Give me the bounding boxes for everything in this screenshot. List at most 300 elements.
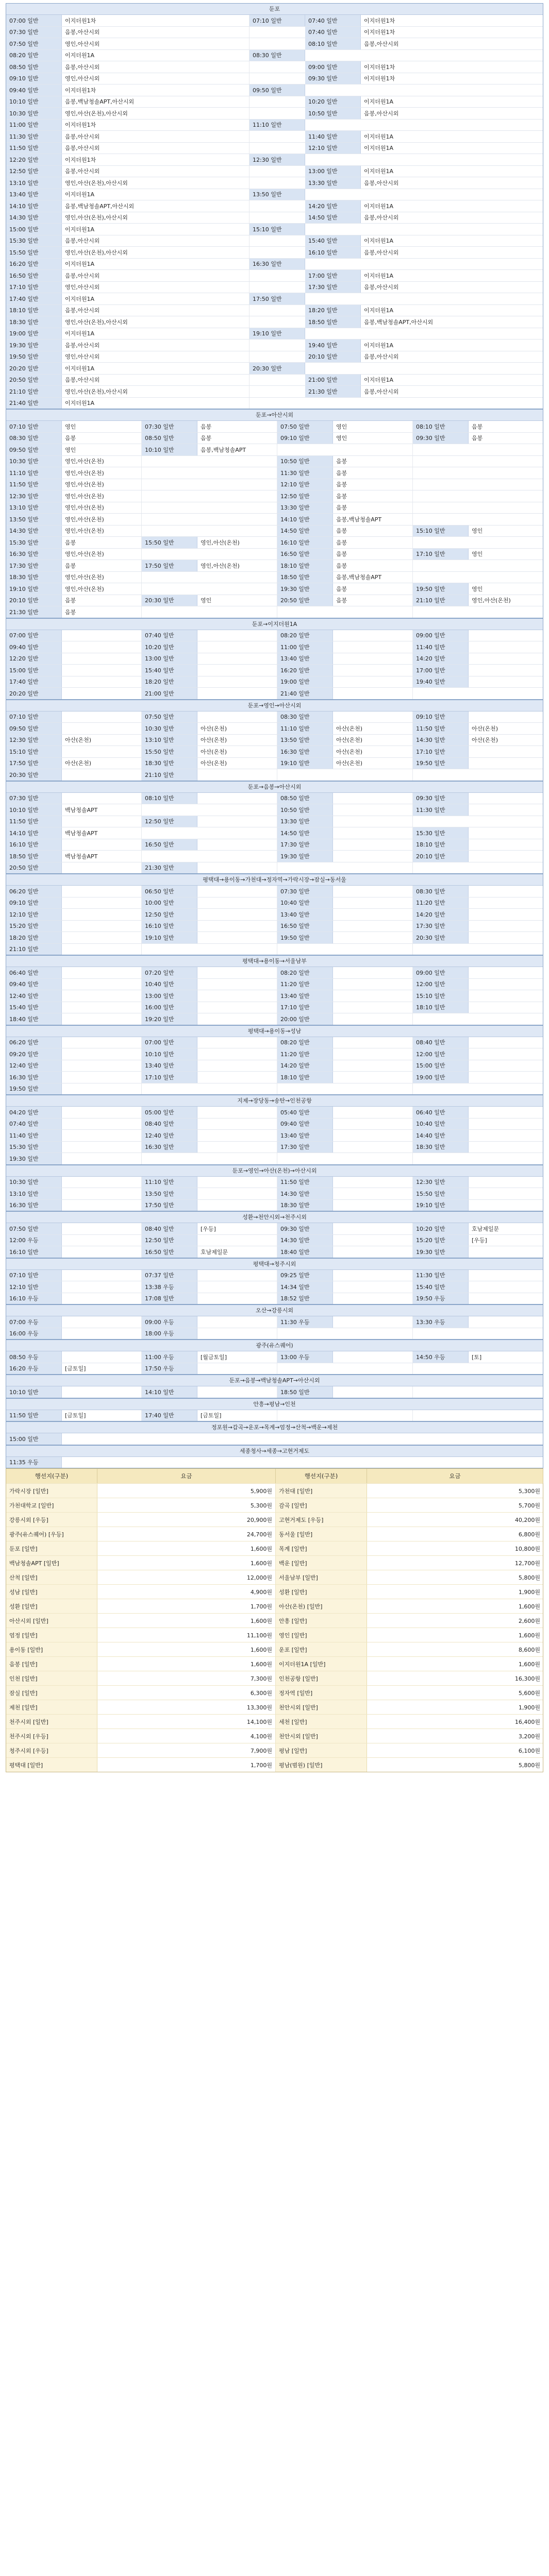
departure-time	[305, 189, 361, 200]
route-via	[62, 816, 142, 827]
schedule-row	[6, 363, 543, 375]
departure-time: 20:20 일반	[6, 363, 62, 374]
schedule-row	[6, 456, 543, 468]
route-via	[197, 467, 277, 479]
route-via	[469, 1270, 543, 1281]
route-via	[62, 979, 142, 990]
fare-header-price1: 요금	[97, 1469, 276, 1483]
schedule-row	[6, 711, 543, 723]
fare-price: 14,100원	[97, 1715, 276, 1728]
departure-time: 07:00 일반	[6, 630, 62, 641]
route-via	[62, 1118, 142, 1130]
fare-price: 1,900원	[518, 1704, 540, 1711]
route-via	[333, 1177, 413, 1188]
route-section	[6, 1375, 543, 1398]
route-via	[469, 886, 543, 897]
departure-time	[249, 398, 305, 409]
fare-price: 1,600원	[97, 1657, 276, 1671]
route-via: [금토일]	[62, 1410, 142, 1421]
fare-destination: 감곡 [일반]	[276, 1498, 367, 1512]
route-via	[62, 1083, 142, 1095]
fare-price: 1,600원	[97, 1614, 276, 1628]
route-title: 오산→강릉시외	[6, 1305, 543, 1316]
route-via	[197, 839, 277, 851]
departure-time	[413, 606, 469, 618]
route-section	[6, 1445, 543, 1469]
route-via	[197, 665, 277, 676]
route-section	[6, 874, 543, 955]
fare-row	[6, 1656, 543, 1671]
route-via	[333, 1188, 413, 1199]
route-via	[62, 886, 142, 897]
route-via	[469, 909, 543, 920]
departure-time: 21:00 일반	[142, 688, 197, 699]
fare-destination: 가천대학교 [일반]	[6, 1498, 97, 1512]
route-title: 성환→천안시외→천주시외	[6, 1212, 543, 1223]
route-via	[469, 1410, 543, 1421]
route-via	[361, 224, 543, 235]
fare-price: 4,900원	[97, 1585, 276, 1599]
fare-rows	[6, 1483, 543, 1772]
departure-time: 07:00 우등	[6, 1316, 62, 1328]
route-via: 음봉	[333, 537, 413, 548]
route-via: 음봉,아산시외	[364, 214, 399, 222]
route-via: 영인	[197, 595, 277, 606]
departure-time	[142, 606, 197, 618]
fare-destination: 제천 [일반]	[6, 1700, 97, 1714]
departure-time: 20:00 일반	[277, 1013, 333, 1025]
schedule-row	[6, 386, 543, 398]
fare-row	[6, 1628, 543, 1642]
route-via	[361, 328, 543, 340]
departure-time: 12:50 일반	[142, 1235, 197, 1246]
route-via	[333, 1410, 413, 1421]
fare-destination: 강릉시외 [우등]	[6, 1513, 97, 1527]
route-via: 백남청솔APT	[62, 827, 142, 839]
fare-price: 5,300원	[97, 1498, 276, 1512]
route-via	[197, 479, 277, 490]
departure-time: 20:10 일반	[305, 351, 361, 363]
departure-time	[142, 1083, 197, 1095]
route-via	[197, 979, 277, 990]
schedule-row	[6, 467, 543, 479]
departure-time: 19:10 일반	[277, 758, 333, 769]
route-via: 영인,아산시외	[62, 73, 249, 84]
departure-time: 13:40 일반	[142, 1060, 197, 1072]
route-via: 이지더원1차	[364, 63, 395, 71]
route-via	[469, 1316, 543, 1328]
route-via: 음봉,아산시외	[364, 249, 399, 256]
route-via	[62, 990, 142, 1002]
departure-time: 11:30 일반	[6, 131, 62, 142]
route-via	[469, 979, 543, 990]
departure-time: 15:00 일반	[413, 1060, 469, 1072]
schedule-row	[6, 61, 543, 73]
departure-time: 05:40 일반	[277, 1107, 333, 1118]
route-via	[197, 688, 277, 699]
schedule-row	[6, 746, 543, 758]
departure-time: 19:10 일반	[142, 932, 197, 943]
departure-time: 07:10 일반	[6, 421, 62, 432]
departure-time: 21:30 일반	[305, 386, 361, 397]
departure-time	[249, 235, 305, 247]
fare-destination: 안흥 [일반]	[276, 1614, 367, 1628]
departure-time: 12:10 일반	[277, 479, 333, 490]
route-via	[333, 1281, 413, 1293]
route-via: 아산(온천)	[472, 737, 498, 744]
departure-time: 14:30 일반	[6, 212, 62, 224]
departure-time: 17:30 일반	[305, 282, 361, 293]
fare-destination: 서울남부 [일반]	[276, 1570, 367, 1584]
route-via	[361, 154, 543, 165]
route-via: 음봉	[197, 421, 277, 432]
departure-time: 11:40 일반	[6, 1130, 62, 1141]
route-via: 음봉,아산시외	[62, 305, 249, 316]
departure-time: 13:40 일반	[277, 990, 333, 1002]
fare-price: 3,200원	[518, 1733, 540, 1740]
fare-price: 24,700원	[97, 1527, 276, 1541]
departure-time: 09:00 일반	[305, 61, 361, 73]
route-via	[197, 1270, 277, 1281]
route-via	[333, 932, 413, 943]
schedule-row	[6, 328, 543, 340]
departure-time: 21:40 일반	[6, 398, 62, 409]
route-via	[333, 1060, 413, 1072]
route-via: 영인,아산(온천)	[62, 479, 142, 490]
departure-time: 05:00 일반	[142, 1107, 197, 1118]
departure-time: 15:00 일반	[6, 224, 62, 235]
route-via	[62, 1188, 142, 1199]
departure-time: 11:35 우등	[6, 1457, 62, 1468]
departure-time: 10:40 일반	[277, 897, 333, 909]
fare-price: 1,700원	[97, 1758, 276, 1772]
departure-time: 14:10 일반	[6, 827, 62, 839]
route-via	[62, 653, 142, 665]
route-via	[469, 1177, 543, 1188]
schedule-row	[6, 769, 543, 781]
route-via: 음봉	[62, 537, 142, 548]
route-via: 음봉	[333, 549, 413, 560]
fare-price: 1,600원	[518, 1660, 540, 1668]
route-via	[469, 711, 543, 723]
route-via	[62, 1177, 142, 1188]
fare-row	[6, 1584, 543, 1599]
schedule-row	[6, 572, 543, 584]
schedule-row	[6, 1316, 543, 1328]
departure-time: 18:30 일반	[6, 316, 62, 328]
route-via	[469, 1188, 543, 1199]
route-via	[62, 1048, 142, 1060]
schedule-row	[6, 1246, 543, 1258]
departure-time: 21:10 일반	[142, 769, 197, 781]
fare-price: 13,300원	[97, 1700, 276, 1714]
route-via	[197, 851, 277, 862]
departure-time: 09:30 일반	[413, 433, 469, 444]
route-via	[333, 1153, 413, 1164]
route-via: 이지더원1차	[62, 120, 249, 131]
route-via	[197, 1188, 277, 1199]
route-via	[469, 1083, 543, 1095]
route-via	[197, 1037, 277, 1048]
route-via: 아산(온천)	[333, 758, 413, 769]
route-via: 음봉	[333, 456, 413, 467]
departure-time: 12:30 일반	[249, 154, 305, 165]
fare-price: 16,400원	[514, 1718, 540, 1725]
departure-time: 20:30 일반	[249, 363, 305, 374]
departure-time: 14:10 일반	[6, 200, 62, 212]
route-via	[469, 921, 543, 932]
route-via	[361, 84, 543, 96]
departure-time: 09:00 일반	[413, 630, 469, 641]
route-via	[62, 967, 142, 978]
departure-time: 11:10 일반	[249, 120, 305, 131]
departure-time: 07:50 일반	[6, 38, 62, 49]
departure-time	[305, 50, 361, 61]
fare-row	[6, 1613, 543, 1628]
route-via	[62, 1457, 543, 1468]
departure-time: 14:20 일반	[305, 200, 361, 212]
route-via	[197, 583, 277, 595]
route-via: 영인	[62, 444, 142, 455]
route-via	[469, 1107, 543, 1118]
departure-time: 19:30 일반	[6, 340, 62, 351]
departure-time: 11:50 일반	[6, 143, 62, 154]
schedule-row	[6, 909, 543, 921]
route-via: 호남제일문	[472, 1225, 500, 1232]
route-via	[62, 909, 142, 920]
departure-time: 09:30 일반	[305, 73, 361, 84]
departure-time	[413, 572, 469, 583]
departure-time: 09:00 우등	[142, 1316, 197, 1328]
route-via: 이지더원1차	[62, 15, 249, 26]
departure-time: 18:00 우등	[142, 1328, 197, 1340]
route-via	[62, 921, 142, 932]
route-via	[197, 793, 277, 804]
route-via: 이지더원1차	[364, 29, 395, 36]
route-via	[333, 606, 413, 618]
departure-time: 19:30 일반	[6, 1153, 62, 1164]
route-via	[333, 1246, 413, 1258]
route-via	[62, 746, 142, 757]
departure-time	[249, 177, 305, 189]
route-title: 평택대→용이동→성남	[6, 1026, 543, 1037]
fare-destination: 천주시외 [우등]	[6, 1729, 97, 1743]
departure-time: 07:37 일반	[142, 1270, 197, 1281]
schedule-row	[6, 84, 543, 96]
route-via	[361, 398, 543, 409]
departure-time: 14:10 일반	[142, 1386, 197, 1398]
departure-time: 16:00 우등	[6, 1328, 62, 1340]
departure-time: 13:50 일반	[249, 189, 305, 200]
departure-time: 17:40 일반	[6, 293, 62, 304]
route-via	[469, 456, 543, 467]
route-title: 둔포→음봉→아산시외	[6, 782, 543, 793]
departure-time: 08:10 일반	[413, 421, 469, 432]
departure-time: 19:40 일반	[413, 676, 469, 688]
departure-time: 19:50 일반	[413, 758, 469, 769]
route-via: 영인	[333, 421, 413, 432]
departure-time: 11:40 일반	[305, 131, 361, 142]
departure-time: 07:40 일반	[305, 15, 361, 26]
route-via	[197, 769, 277, 781]
departure-time: 18:10 일반	[413, 839, 469, 851]
departure-time: 07:50 일반	[142, 711, 197, 723]
departure-time	[142, 479, 197, 490]
route-via	[333, 862, 413, 874]
departure-time: 17:50 일반	[249, 293, 305, 304]
departure-time: 18:40 일반	[277, 1246, 333, 1258]
route-title: 안흥→평남→인천	[6, 1399, 543, 1410]
route-via	[197, 1107, 277, 1118]
departure-time: 09:10 일반	[277, 433, 333, 444]
schedule-row	[6, 1118, 543, 1130]
route-via: 음봉,아산시외	[62, 340, 249, 351]
route-section	[6, 3, 543, 409]
route-via: 이지더원1A	[364, 168, 394, 175]
route-via: 음봉,백남청솔APT,아산시외	[62, 200, 249, 212]
departure-time: 10:10 일반	[6, 1386, 62, 1398]
route-via: 아산(온천)	[197, 746, 277, 757]
route-via: 이지더원1차	[364, 17, 395, 24]
fare-destination: 고현거제도 [우등]	[276, 1513, 367, 1527]
schedule-row	[6, 862, 543, 874]
fare-header-dest2: 행선지(구분)	[276, 1469, 367, 1483]
fare-row	[6, 1642, 543, 1656]
departure-time: 12:20 일반	[6, 653, 62, 665]
departure-time: 14:10 일반	[277, 514, 333, 525]
schedule-row	[6, 316, 543, 328]
departure-time: 10:10 일반	[142, 1048, 197, 1060]
departure-time	[277, 944, 333, 955]
departure-time	[413, 560, 469, 571]
route-via	[469, 479, 543, 490]
route-via	[333, 769, 413, 781]
departure-time: 15:00 일반	[6, 1433, 62, 1445]
route-via	[469, 851, 543, 862]
schedule-row	[6, 676, 543, 688]
departure-time: 07:10 일반	[249, 15, 305, 26]
schedule-row	[6, 735, 543, 747]
departure-time: 19:10 일반	[413, 1200, 469, 1211]
route-section	[6, 1421, 543, 1445]
route-via: 음봉	[62, 595, 142, 606]
route-via	[469, 560, 543, 571]
departure-time	[413, 1410, 469, 1421]
departure-time: 12:30 일반	[413, 1177, 469, 1188]
route-via	[197, 1386, 277, 1398]
route-via	[333, 688, 413, 699]
fare-price: 6,100원	[518, 1747, 540, 1754]
route-via	[197, 572, 277, 583]
departure-time: 13:10 일반	[6, 177, 62, 189]
route-via	[469, 932, 543, 943]
departure-time	[413, 816, 469, 827]
departure-time: 13:10 일반	[6, 1188, 62, 1199]
route-via	[469, 653, 543, 665]
route-via	[197, 1083, 277, 1095]
route-section	[6, 700, 543, 781]
schedule-row	[6, 224, 543, 235]
fare-price: 1,700원	[97, 1599, 276, 1613]
fare-price: 20,900원	[97, 1513, 276, 1527]
fare-destination: 음봉 [일반]	[6, 1657, 97, 1671]
route-via	[197, 990, 277, 1002]
departure-time: 08:30 일반	[249, 50, 305, 61]
schedule-row	[6, 1281, 543, 1293]
departure-time	[413, 1328, 469, 1340]
route-via: 음봉,아산시외	[62, 270, 249, 281]
route-via: 영인,아산시외	[62, 351, 249, 363]
fare-row	[6, 1728, 543, 1743]
route-via: [월금토일]	[197, 1351, 277, 1363]
departure-time	[277, 1410, 333, 1421]
route-via	[333, 1223, 413, 1234]
fare-price: 6,800원	[518, 1531, 540, 1538]
route-via	[333, 630, 413, 641]
departure-time: 12:00 우등	[6, 1235, 62, 1246]
departure-time: 15:10 일반	[413, 990, 469, 1002]
schedule-row	[6, 154, 543, 166]
route-via	[361, 120, 543, 131]
departure-time: 07:30 일반	[277, 886, 333, 897]
departure-time	[413, 444, 469, 455]
route-via	[333, 1316, 413, 1328]
departure-time: 10:30 일반	[6, 1177, 62, 1188]
fare-row	[6, 1527, 543, 1541]
departure-time: 11:30 일반	[277, 467, 333, 479]
departure-time: 11:30 일반	[413, 804, 469, 816]
route-title: 둔포→아산시외	[6, 410, 543, 421]
route-via: 영인,아산(온천)	[62, 467, 142, 479]
route-via: 영인,아산(온천)	[62, 583, 142, 595]
departure-time: 18:52 일반	[277, 1293, 333, 1304]
route-via: 이지더원1A	[62, 189, 249, 200]
route-via	[197, 711, 277, 723]
schedule-row	[6, 932, 543, 944]
route-via	[469, 839, 543, 851]
schedule-row	[6, 595, 543, 607]
timetable-sections	[6, 3, 543, 1468]
schedule-row	[6, 1293, 543, 1304]
route-via	[333, 1037, 413, 1048]
fare-row	[6, 1512, 543, 1527]
schedule-row	[6, 967, 543, 979]
fare-destination: 광주(유스퀘어) [우등]	[6, 1527, 97, 1541]
route-via	[333, 641, 413, 653]
route-via	[469, 827, 543, 839]
departure-time	[249, 386, 305, 397]
schedule-row	[6, 1386, 543, 1398]
departure-time: 17:50 우등	[142, 1363, 197, 1375]
schedule-row	[6, 433, 543, 445]
departure-time: 11:50 일반	[6, 1410, 62, 1421]
route-via: 백남청솔APT	[62, 851, 142, 862]
route-via	[469, 1363, 543, 1375]
departure-time: 14:50 우등	[413, 1351, 469, 1363]
schedule-row	[6, 1235, 543, 1247]
departure-time	[277, 1153, 333, 1164]
fare-destination: 엄정 [일반]	[6, 1628, 97, 1642]
route-via: 영인,아산(온천)	[62, 456, 142, 467]
departure-time: 17:00 일반	[305, 270, 361, 281]
departure-time: 14:40 일반	[413, 1130, 469, 1141]
departure-time: 08:10 일반	[142, 793, 197, 804]
route-title: 정포원→갑곡→운포→목계→엄정→산척→백운→제천	[6, 1422, 543, 1433]
departure-time: 11:50 일반	[6, 816, 62, 827]
route-via: 음봉,아산시외	[62, 375, 249, 386]
departure-time: 18:10 일반	[277, 1072, 333, 1083]
departure-time: 13:40 일반	[6, 189, 62, 200]
